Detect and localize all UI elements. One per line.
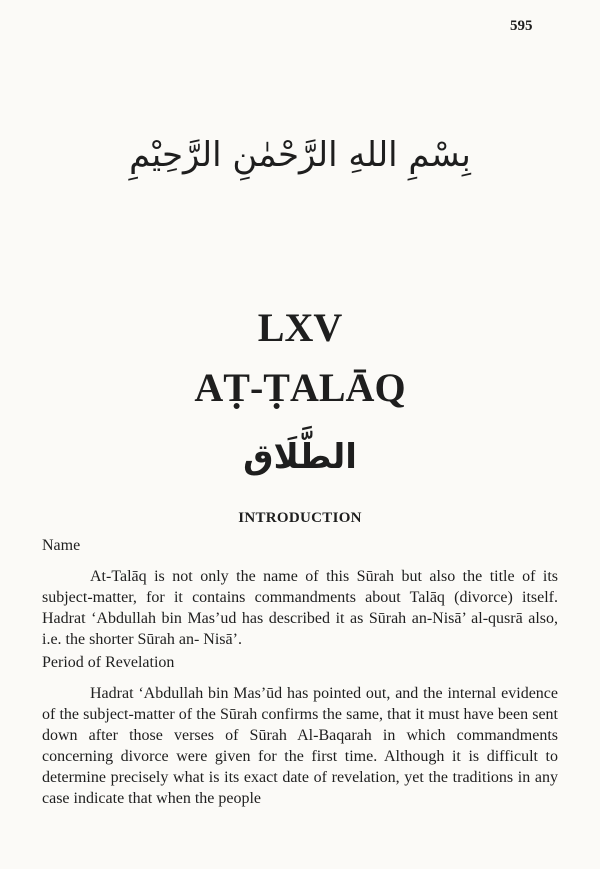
- section-heading-name: Name: [42, 537, 81, 554]
- paragraph-period: [42, 683, 558, 809]
- surah-title: AṬ-ṬALĀQ: [194, 365, 406, 410]
- bismillah-calligraphy: بِسْمِ اللهِ الرَّحْمٰنِ الرَّحِيْمِ: [129, 135, 471, 175]
- surah-number: LXV: [257, 305, 343, 350]
- paragraph-text: Hadrat ‘Abdullah bin Mas’ūd has pointed out, and the internal evidence of the subject-matter of the Sūrah confirms the same, that it must have been sent down after those verses of Sūrah Al-Baqarah in which commandments concerning divorce were given for the first time. Although it is difficult to determine precisely what is its exact date of revelation, yet the traditions in any case indicate that when the people: [42, 685, 558, 807]
- paragraph-name: [42, 566, 558, 650]
- introduction-heading: INTRODUCTION: [238, 510, 362, 526]
- section-heading-period: Period of Revelation: [42, 654, 175, 671]
- paragraph-text: At-Talāq is not only the name of this Sūrah but also the title of its subject-matter, for it contains commandments about Talāq (divorce) itself. Hadrat ‘Abdullah bin Mas’ud has described it as Sūrah an-Nisā’ al-qusrā also, i.e. the shorter Sūrah an- Nisā’.: [42, 568, 558, 648]
- surah-arabic-title: الطَّلَاق: [243, 437, 357, 477]
- page-number: 595: [510, 18, 533, 34]
